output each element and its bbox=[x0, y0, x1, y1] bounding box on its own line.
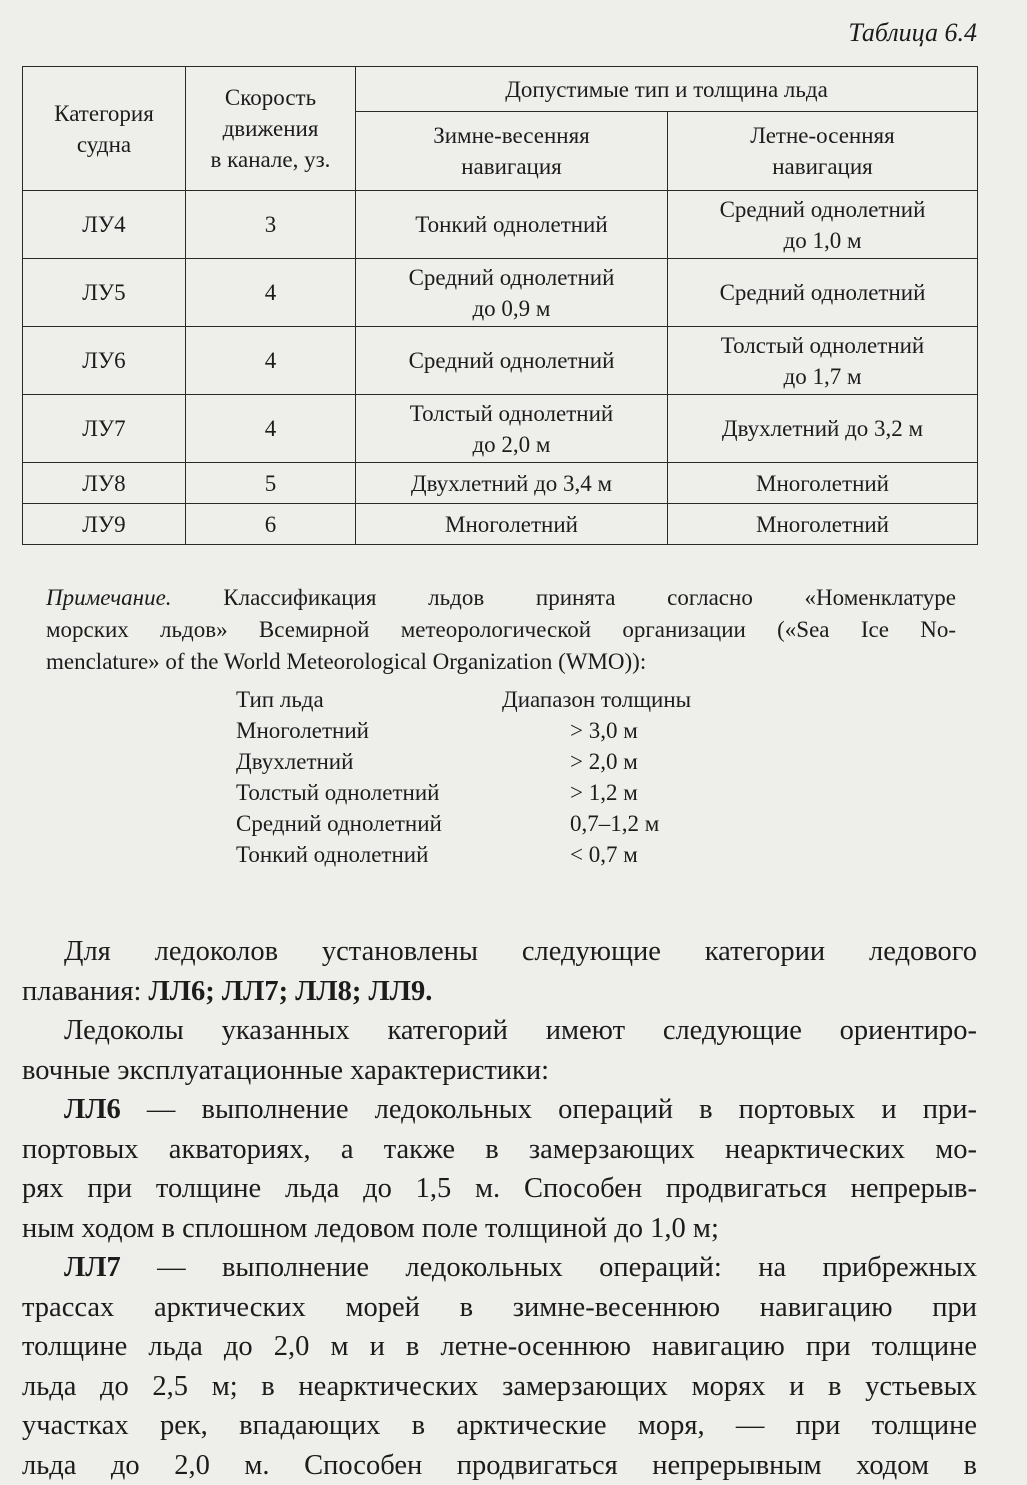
header-allowed-ice: Допустимые тип и толщина льда bbox=[356, 67, 978, 112]
header-summer-navigation: Летне-осенняя навигация bbox=[668, 112, 978, 191]
list-item: Толстый однолетний > 1,2 м bbox=[236, 780, 638, 805]
body-text bbox=[22, 932, 977, 1485]
paragraph: Для ледоколов установлены следующие категории ледового плавания: ЛЛ6; ЛЛ7; ЛЛ8; ЛЛ9. bbox=[22, 936, 977, 1007]
table-row bbox=[23, 191, 978, 259]
cell-speed: 6 bbox=[186, 504, 356, 545]
paragraph: ЛЛ7 — выполнение ледокольных операций: на прибрежных трассах арктических морей в зимне-весеннюю навигацию при толщине льда до 2,0 м и в летне-осеннюю навигацию при толщине льда до 2,5 м; в неарктических замерзающих морях и в устьевых участках рек, впадающих в арктические моря, — при толщине льда до 2,0 м. Способен продвигаться непрерывным ходом в bbox=[22, 1252, 977, 1481]
cell-summer: Средний однолетний до 1,0 м bbox=[668, 191, 978, 259]
table-row bbox=[23, 327, 978, 395]
cell-summer: Многолетний bbox=[668, 504, 978, 545]
list-item: Средний однолетний 0,7–1,2 м bbox=[236, 811, 660, 836]
header-winter-navigation: Зимне-весенняя навигация bbox=[356, 112, 668, 191]
cell-summer: Многолетний bbox=[668, 463, 978, 504]
cell-category: ЛУ7 bbox=[23, 395, 186, 463]
cell-summer: Средний однолетний bbox=[668, 259, 978, 327]
cell-category: ЛУ9 bbox=[23, 504, 186, 545]
cell-winter: Средний однолетний bbox=[356, 327, 668, 395]
list-item: Тонкий однолетний < 0,7 м bbox=[236, 842, 638, 867]
list-item: Многолетний > 3,0 м bbox=[236, 718, 638, 743]
cell-winter: Средний однолетний до 0,9 м bbox=[356, 259, 668, 327]
cell-speed: 4 bbox=[186, 327, 356, 395]
header-category: Категория судна bbox=[23, 67, 186, 191]
ice-thickness-ranges bbox=[236, 684, 830, 870]
table-row bbox=[23, 504, 978, 545]
cell-summer: Двухлетний до 3,2 м bbox=[668, 395, 978, 463]
cell-category: ЛУ5 bbox=[23, 259, 186, 327]
cell-winter: Толстый однолетний до 2,0 м bbox=[356, 395, 668, 463]
paragraph: Ледоколы указанных категорий имеют следующие ориентиро- вочные эксплуатационные характеристики: bbox=[22, 1015, 977, 1086]
table-caption: Таблица 6.4 bbox=[848, 18, 977, 47]
table-row bbox=[23, 395, 978, 463]
cell-speed: 4 bbox=[186, 259, 356, 327]
cell-winter: Многолетний bbox=[356, 504, 668, 545]
cell-winter: Тонкий однолетний bbox=[356, 191, 668, 259]
table-row bbox=[23, 463, 978, 504]
table-note: Примечание. Классификация льдов принята согласно «Номенклатуре морских льдов» Всемирной метеорологической организации («Sea Ice No- menclature» of the World Meteorological Organization (WMO)): bbox=[46, 585, 956, 674]
cell-category: ЛУ8 bbox=[23, 463, 186, 504]
cell-category: ЛУ4 bbox=[23, 191, 186, 259]
table-row bbox=[23, 259, 978, 327]
list-item: Двухлетний > 2,0 м bbox=[236, 749, 638, 774]
cell-category: ЛУ6 bbox=[23, 327, 186, 395]
note-label: Примечание. bbox=[46, 585, 172, 610]
cell-speed: 3 bbox=[186, 191, 356, 259]
cell-speed: 4 bbox=[186, 395, 356, 463]
paragraph: ЛЛ6 — выполнение ледокольных операций в портовых и при- портовых акваториях, а также в замерзающих неарктических мо- рях при толщине льда до 1,5 м. Способен продвигаться непрерыв- ным ходом в сплошном ледовом поле толщиной до 1,0 м; bbox=[22, 1094, 977, 1244]
header-speed: Скорость движения в канале, уз. bbox=[186, 67, 356, 191]
cell-winter: Двухлетний до 3,4 м bbox=[356, 463, 668, 504]
cell-speed: 5 bbox=[186, 463, 356, 504]
cell-summer: Толстый однолетний до 1,7 м bbox=[668, 327, 978, 395]
ice-class-table bbox=[22, 66, 978, 545]
ranges-header: Тип льда Диапазон толщины bbox=[236, 687, 692, 712]
